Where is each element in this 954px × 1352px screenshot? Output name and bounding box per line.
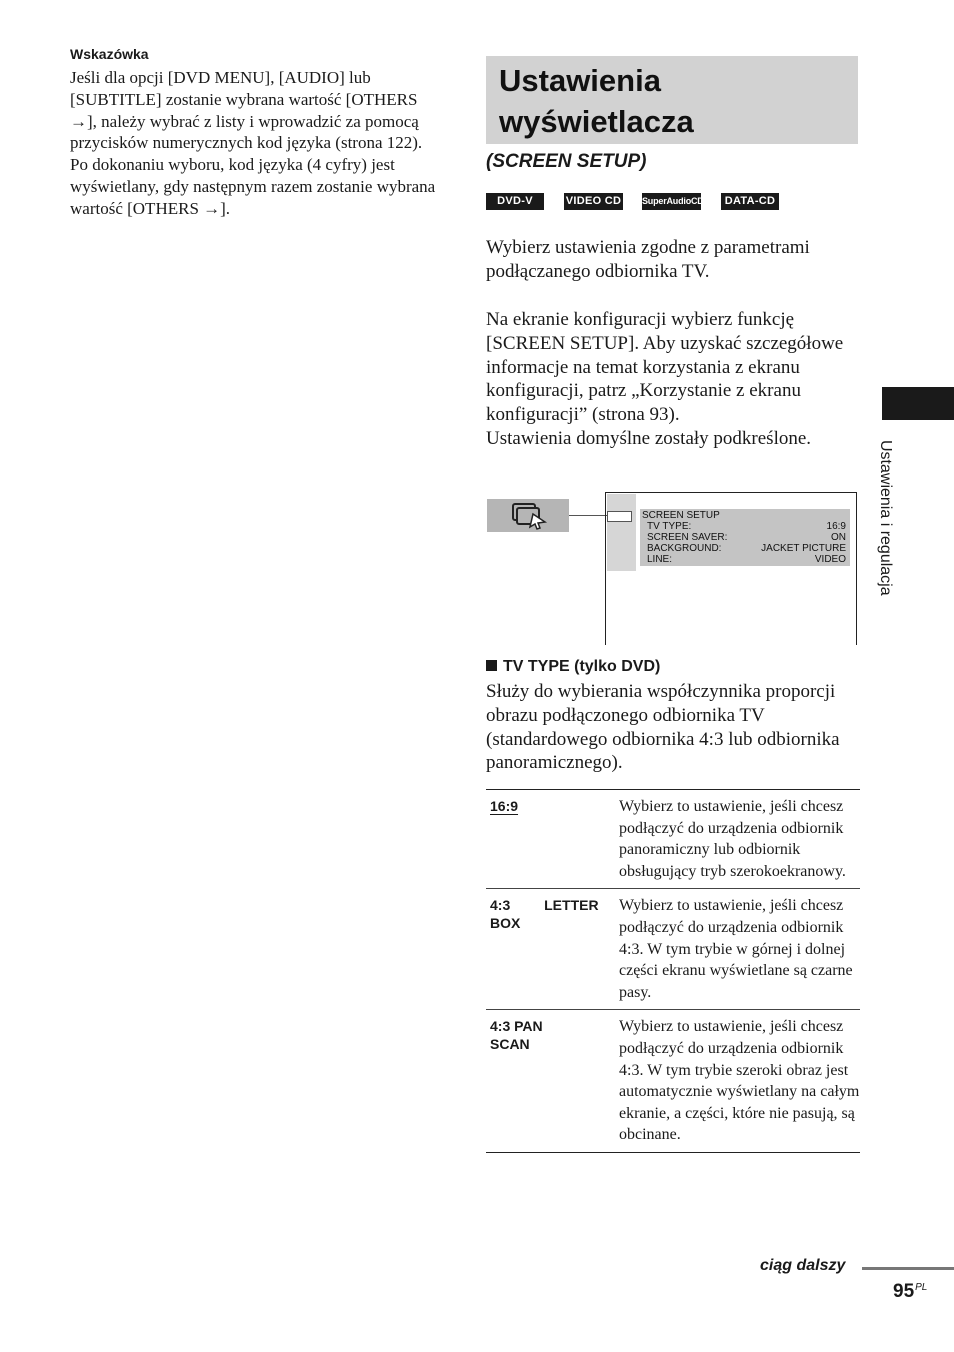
title-block — [486, 56, 858, 144]
tip-heading: Wskazówka — [70, 46, 149, 62]
screen-row-line — [640, 554, 850, 565]
screen-row-label: BACKGROUND: — [647, 543, 722, 554]
option-label-default: 16:9 — [490, 798, 519, 814]
options-table — [486, 789, 860, 1153]
option-label — [486, 790, 619, 888]
screen-selection-marker — [607, 511, 632, 522]
super-audio-cd-logo: SuperAudioCD — [642, 193, 701, 210]
screen-row-label: SCREEN SAVER: — [647, 532, 728, 543]
tip-body: Jeśli dla opcji [DVD MENU], [AUDIO] lub [SUBTITLE] zostanie wybrana wartość [OTHERS →], należy wybrać z listy i wprowadzić za pomocą przycisków numerycznych kod języka (strona 122). Po dokonaniu wyboru, kod języka (4 cyfry) jest wyświetlany, gdy następnym razem zostanie wybrana wartość [OTHERS →]. — [70, 68, 436, 218]
option-description: Wybierz to ustawienie, jeśli chcesz podłączyć do urządzenia odbiornik 4:3. W tym trybie szeroki obraz jest automatycznie wyświetlany na całym ekranie, a części, które nie pasują, są obcinane. — [619, 1018, 860, 1144]
screen-row-value: 16:9 — [826, 521, 846, 532]
screen-sidebar — [607, 494, 636, 571]
page-number-value: 95 — [893, 1281, 915, 1302]
page-subtitle: (SCREEN SETUP) — [486, 151, 647, 172]
connector-line — [569, 515, 607, 516]
chapter-label: Ustawienia i regulacja — [877, 440, 894, 596]
option-row — [486, 790, 860, 888]
option-label: 4:3 LETTER BOX — [490, 897, 599, 932]
screen-row-value: JACKET PICTURE — [761, 543, 846, 554]
screen-panel-heading: SCREEN SETUP — [642, 510, 720, 521]
option-label: 4:3 PAN SCAN — [490, 1018, 543, 1053]
screen-setup-icon — [511, 502, 549, 530]
screen-row-screen-saver — [640, 532, 850, 543]
option-row — [486, 888, 860, 1009]
screen-row-label: LINE: — [647, 554, 673, 565]
video-cd-logo: VIDEO CD — [564, 193, 623, 210]
continued-label: ciąg dalszy — [760, 1257, 846, 1274]
intro-paragraph-2 — [486, 308, 858, 451]
chapter-tab — [882, 387, 954, 420]
dvd-v-logo: DVD-V — [486, 193, 544, 210]
intro-paragraph-3-text: Ustawienia domyślne zostały podkreślone. — [486, 427, 812, 449]
data-cd-logo: DATA-CD — [721, 193, 779, 210]
screen-row-tv-type — [640, 521, 850, 532]
screen-row-value: ON — [831, 532, 846, 543]
page-title: Ustawienia wyświetlacza — [499, 63, 694, 139]
intro-paragraph-1: Wybierz ustawienia zgodne z parametrami podłączanego odbiornika TV. — [486, 237, 810, 282]
section-body: Służy do wybierania współczynnika proporcji obrazu podłączonego odbiornika TV (standardowego odbiornika 4:3 lub odbiornika panoramicznego). — [486, 681, 840, 774]
continued-line — [862, 1267, 954, 1270]
section-heading — [486, 658, 660, 676]
section-heading-text: TV TYPE (tylko DVD) — [503, 658, 661, 675]
screen-row-background — [640, 543, 850, 554]
page-number — [893, 1281, 927, 1303]
screen-setup-icon-box — [487, 499, 569, 532]
option-description: Wybierz to ustawienie, jeśli chcesz podłączyć do urządzenia odbiornik panoramiczny lub odbiornik obsługujący tryb szerokoekranowy. — [619, 798, 846, 880]
option-description: Wybierz to ustawienie, jeśli chcesz podłączyć do urządzenia odbiornik 4:3. W tym trybie w górnej i dolnej części ekranu wyświetlane są czarne pasy. — [619, 897, 853, 1001]
option-row — [486, 1009, 860, 1152]
page-number-suffix: PL — [915, 1282, 928, 1293]
screen-row-label: TV TYPE: — [647, 521, 692, 532]
screen-setup-panel — [640, 509, 850, 566]
section-bullet-icon — [486, 660, 497, 671]
intro-paragraph-2-text: Na ekranie konfiguracji wybierz funkcję [SCREEN SETUP]. Aby uzyskać szczegółowe informacje na temat korzystania z ekranu konfiguracji, patrz „Korzystanie z ekranu konfiguracji” (strona 93). — [486, 309, 844, 426]
screen-row-value: VIDEO — [814, 554, 846, 565]
